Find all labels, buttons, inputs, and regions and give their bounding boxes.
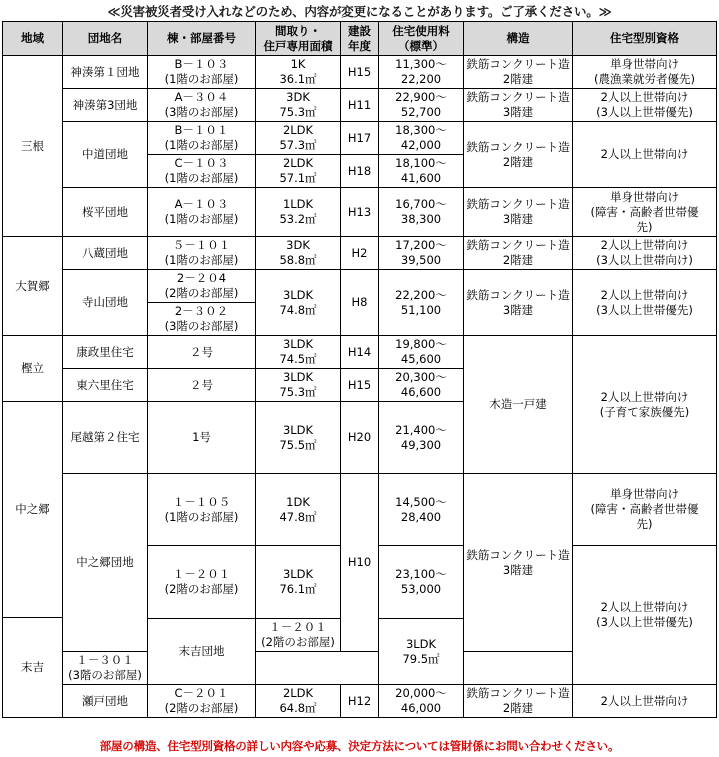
header-unit: 棟・部屋番号 [148, 22, 256, 56]
qualification-cell: 2人以上世帯向け (3人以上世帯向け) [573, 237, 717, 270]
qualification-cell: 単身世帯向け (障害・高齢者世帯優 先) [573, 474, 717, 546]
header-structure: 構造 [464, 22, 573, 56]
unit-cell: １－３０１ (3階のお部屋) [63, 652, 148, 685]
rent-cell: 22,200～ 51,100 [379, 270, 464, 336]
layout-cell: 3LDK 75.5㎡ [256, 402, 341, 474]
header-layout: 間取り・ 住戸専用面積 [256, 22, 341, 56]
unit-cell: B－１０３ (1階のお部屋) [148, 56, 256, 89]
complex-cell: 中之郷団地 [63, 474, 148, 652]
layout-cell: 3DK 75.3㎡ [256, 89, 341, 122]
layout-cell: 1DK 47.8㎡ [256, 474, 341, 546]
qualification-cell: 2人以上世帯向け (子育て家族優先) [573, 336, 717, 474]
rent-cell: 11,300～ 22,200 [379, 56, 464, 89]
unit-cell: B－１０１ (1階のお部屋) [148, 122, 256, 155]
year-cell: H15 [341, 56, 379, 89]
table-row [3, 122, 717, 155]
qualification-cell: 2人以上世帯向け [573, 122, 717, 188]
complex-cell: 尾越第２住宅 [63, 402, 148, 474]
rent-cell: 16,700～ 38,300 [379, 188, 464, 237]
header-rent: 住宅使用料 （標準） [379, 22, 464, 56]
structure-cell: 鉄筋コンクリート造 2階建 [464, 685, 573, 718]
unit-cell: A－１０３ (1階のお部屋) [148, 188, 256, 237]
qualification-cell: 単身世帯向け (障害・高齢者世帯優 先) [573, 188, 717, 237]
rent-cell: 23,100～ 53,000 [379, 546, 464, 619]
rent-cell: 18,100～ 41,600 [379, 155, 464, 188]
structure-cell: 鉄筋コンクリート造 3階建 [464, 89, 573, 122]
complex-cell: 東六里住宅 [63, 369, 148, 402]
complex-cell: 康政里住宅 [63, 336, 148, 369]
unit-cell: C－２０１ (2階のお部屋) [148, 685, 256, 718]
qualification-cell: 2人以上世帯向け (3人以上世帯優先) [573, 270, 717, 336]
year-cell: H14 [341, 336, 379, 369]
unit-cell: １－２０１ (2階のお部屋) [148, 546, 256, 619]
table-row [3, 336, 717, 369]
unit-cell: １－２０１ (2階のお部屋) [256, 619, 341, 652]
layout-cell: 2LDK 57.1㎡ [256, 155, 341, 188]
year-cell: H11 [341, 89, 379, 122]
header-year: 建設 年度 [341, 22, 379, 56]
qualification-cell: 2人以上世帯向け [573, 685, 717, 718]
header-complex: 団地名 [63, 22, 148, 56]
structure-cell: 木造一戸建 [464, 336, 573, 474]
complex-cell: 神湊第3団地 [63, 89, 148, 122]
rent-cell: 20,000～ 46,000 [379, 685, 464, 718]
unit-cell: C－１０３ (1階のお部屋) [148, 155, 256, 188]
table-row [3, 56, 717, 89]
complex-cell: 末吉団地 [148, 619, 256, 685]
area-cell: 末吉 [3, 618, 63, 718]
complex-cell: 桜平団地 [63, 188, 148, 237]
footer-note: 部屋の構造、住宅型別資格の詳しい内容や応募、決定方法については管財係にお問い合わせください。 [99, 739, 620, 753]
area-cell: 樫立 [3, 336, 63, 402]
rent-cell: 21,400～ 49,300 [379, 402, 464, 474]
layout-cell: 3LDK 76.1㎡ [256, 546, 341, 619]
area-cell: 三根 [3, 56, 63, 237]
year-cell: H13 [341, 188, 379, 237]
complex-cell: 中道団地 [63, 122, 148, 188]
unit-cell: A－３０４ (3階のお部屋) [148, 89, 256, 122]
rent-cell: 14,500～ 28,400 [379, 474, 464, 546]
unit-cell: 1号 [148, 402, 256, 474]
qualification-cell: 2人以上世帯向け (3人以上世帯優先) [573, 89, 717, 122]
complex-cell: 神湊第１団地 [63, 56, 148, 89]
table-row [3, 270, 717, 303]
year-cell: H18 [341, 155, 379, 188]
structure-cell: 鉄筋コンクリート造 3階建 [464, 188, 573, 237]
layout-cell: 3DK 58.8㎡ [256, 237, 341, 270]
structure-cell: 鉄筋コンクリート造 3階建 [464, 270, 573, 336]
year-cell: H8 [341, 270, 379, 336]
area-cell: 中之郷 [3, 402, 63, 618]
unit-cell: ２号 [148, 369, 256, 402]
table-row [3, 237, 717, 270]
layout-cell: 3LDK 74.5㎡ [256, 336, 341, 369]
qualification-cell: 2人以上世帯向け (3人以上世帯優先) [573, 546, 717, 685]
year-cell: H12 [341, 685, 379, 718]
qualification-cell: 単身世帯向け (農漁業就労者優先) [573, 56, 717, 89]
unit-cell: 2－３０２ (3階のお部屋) [148, 303, 256, 336]
rent-cell: 17,200～ 39,500 [379, 237, 464, 270]
table-row [3, 188, 717, 237]
table-row [3, 89, 717, 122]
year-cell: H15 [341, 369, 379, 402]
area-cell: 大賀郷 [3, 237, 63, 336]
notice-banner: ≪災害被災者受け入れなどのため、内容が変更になることがあります。ご了承ください。≫ [107, 4, 612, 19]
header-qualification: 住宅型別資格 [573, 22, 717, 56]
table-row [3, 474, 717, 546]
unit-cell: ５－１０１ (1階のお部屋) [148, 237, 256, 270]
rent-cell: 22,900～ 52,700 [379, 89, 464, 122]
rent-cell: 19,800～ 45,600 [379, 336, 464, 369]
housing-table [2, 21, 717, 718]
unit-cell: １－１０５ (1階のお部屋) [148, 474, 256, 546]
unit-cell: ２号 [148, 336, 256, 369]
layout-cell: 3LDK 75.3㎡ [256, 369, 341, 402]
layout-cell: 1K 36.1㎡ [256, 56, 341, 89]
table-row [3, 685, 717, 718]
header-row [3, 22, 717, 56]
year-cell: H17 [341, 122, 379, 155]
structure-cell: 鉄筋コンクリート造 2階建 [464, 237, 573, 270]
structure-cell: 鉄筋コンクリート造 2階建 [464, 122, 573, 188]
unit-cell: 2－２０4 (2階のお部屋) [148, 270, 256, 303]
year-cell: H2 [341, 237, 379, 270]
complex-cell: 八蔵団地 [63, 237, 148, 270]
layout-cell: 3LDK 74.8㎡ [256, 270, 341, 336]
header-area: 地域 [3, 22, 63, 56]
layout-cell: 3LDK 79.5㎡ [379, 619, 464, 685]
year-cell: H20 [341, 402, 379, 474]
rent-cell: 20,300～ 46,600 [379, 369, 464, 402]
structure-cell: 鉄筋コンクリート造 2階建 [464, 56, 573, 89]
layout-cell: 1LDK 53.2㎡ [256, 188, 341, 237]
layout-cell: 2LDK 57.3㎡ [256, 122, 341, 155]
structure-cell: 鉄筋コンクリート造 3階建 [464, 474, 573, 652]
layout-cell: 2LDK 64.8㎡ [256, 685, 341, 718]
rent-cell: 18,300～ 42,000 [379, 122, 464, 155]
complex-cell: 瀬戸団地 [63, 685, 148, 718]
year-cell: H10 [341, 474, 379, 652]
complex-cell: 寺山団地 [63, 270, 148, 336]
